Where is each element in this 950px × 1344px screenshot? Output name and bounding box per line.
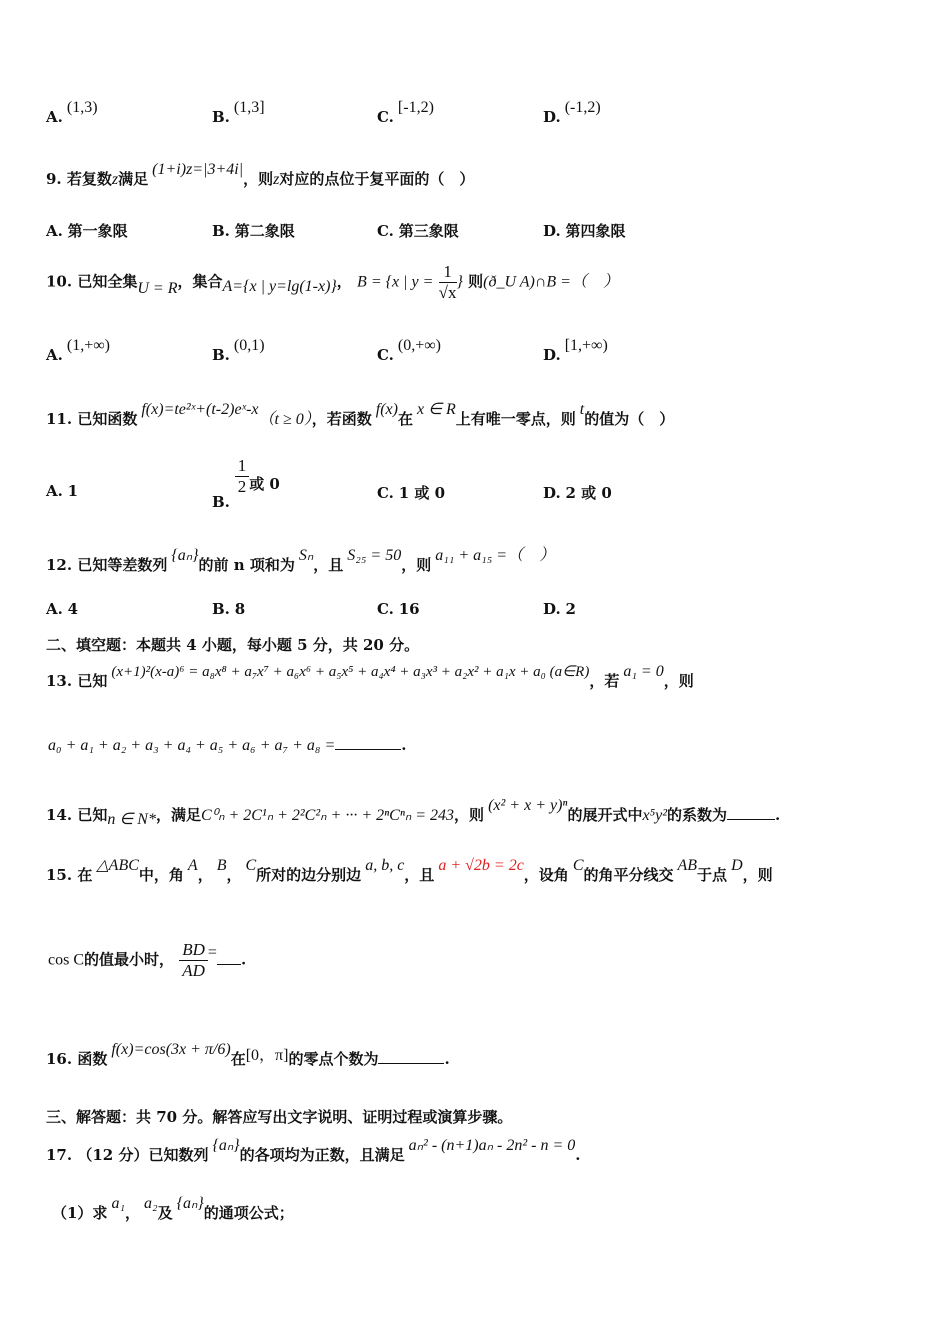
question-12: 12. 已知等差数列{aₙ}的前 n 项和为Sₙ，且S₂₅ = 50，则a₁₁ + a₁₅ =（ ） [46,547,556,574]
q8-option-c: C.[-1,2) [377,99,434,126]
q14-answer-blank[interactable] [727,819,775,820]
q9-option-b: B. 第二象限 [212,222,295,240]
q11-fraction: $\frac{1}{2}$ [235,456,250,497]
q13-answer-blank[interactable] [335,749,401,750]
q11-option-a: A. 1 [46,482,79,500]
q15-highlighted-condition: a + √2b = 2c [438,857,524,874]
question-17: 17. （12 分）已知数列{aₙ}的各项均为正数，且满足aₙ² - (n+1)aₙ - 2n² - n = 0. [46,1137,581,1164]
question-9: 9. 若复数z满足(1+i)z=|3+4i|，则z对应的点位于复平面的（ ） [46,161,475,188]
section-3-heading: 三、解答题：共 70 分。解答应写出文字说明、证明过程或演算步骤。 [46,1108,513,1126]
question-15: 15. 在△ABC中，角A，B，C所对的边分别边a, b, c，且a + √2b = 2c，设角C的角平分线交AB于点D，则 [46,857,773,884]
q8-option-a: A.(1,3) [46,99,98,126]
q10-option-c: C.(0,+∞) [377,337,441,364]
q11-option-d: D. 2 或 0 [543,484,612,502]
q9-option-a: A. 第一象限 [46,222,128,240]
q11-option-c: C. 1 或 0 [377,484,446,502]
question-14: 14. 已知n ∈ N*，满足C⁰ₙ + 2C¹ₙ + 2²C²ₙ + ··· + 2ⁿCⁿₙ = 243，则(x² + x + y)ⁿ的展开式中x⁵y²的系数为 . [46,797,781,828]
question-13-answer-line: a₀ + a₁ + a₂ + a₃ + a₄ + a₅ + a₆ + a₇ + a₈ = . [48,736,407,754]
q12-option-b: B. 8 [212,600,246,618]
q11-option-b: B. $\frac{1}{2}$ 或 0 [212,456,280,511]
q16-answer-blank[interactable] [378,1063,444,1064]
q9-option-d: D. 第四象限 [543,222,626,240]
section-2-heading: 二、填空题：本题共 4 小题，每小题 5 分，共 20 分。 [46,636,420,654]
q10-option-d: D.[1,+∞) [543,337,608,364]
q12-option-c: C. 16 [377,600,420,618]
q9-option-c: C. 第三象限 [377,222,459,240]
question-17-part-1: （1）求a₁，a₂及{aₙ}的通项公式； [52,1195,294,1222]
question-13: 13. 已知 (x+1)²(x-a)⁶ = a₈x⁸ + a₇x⁷ + a₆x⁶ + a₅x⁵ + a₄x⁴ + a₃x³ + a₂x² + a₁x + a₀ (a∈R)，若a₁ = 0，则 [46,663,694,690]
q10-option-b: B.(0,1) [212,337,265,364]
question-16: 16. 函数f(x)=cos(3x + π/6)在[0，π]的零点个数为 . [46,1041,450,1068]
q15-fraction: $\frac{BD}{AD}$ [179,940,208,981]
q8-option-b: B.(1,3] [212,99,265,126]
q10-fraction: $\frac{1}{√x}$ [438,262,457,302]
q8-option-d: D.(-1,2) [543,99,601,126]
question-10: 10. 已知全集U = R，集合A={x | y=lg(1-x)}， B = {x | y = $\frac{1}{√x}$ } 则(ð_U A)∩B =（ ） [46,262,619,302]
q12-option-d: D. 2 [543,600,576,618]
q15-answer-blank[interactable] [217,964,241,965]
question-15-answer-line: cos C的值最小时， $\frac{BD}{AD}$ = . [48,940,247,980]
q12-option-a: A. 4 [46,600,79,618]
question-11: 11. 已知函数f(x)=te²ˣ+(t-2)eˣ-x（t ≥ 0），若函数f(x)在x ∈ R上有唯一零点，则t的值为（ ） [46,401,675,428]
q10-option-a: A.(1,+∞) [46,337,110,364]
